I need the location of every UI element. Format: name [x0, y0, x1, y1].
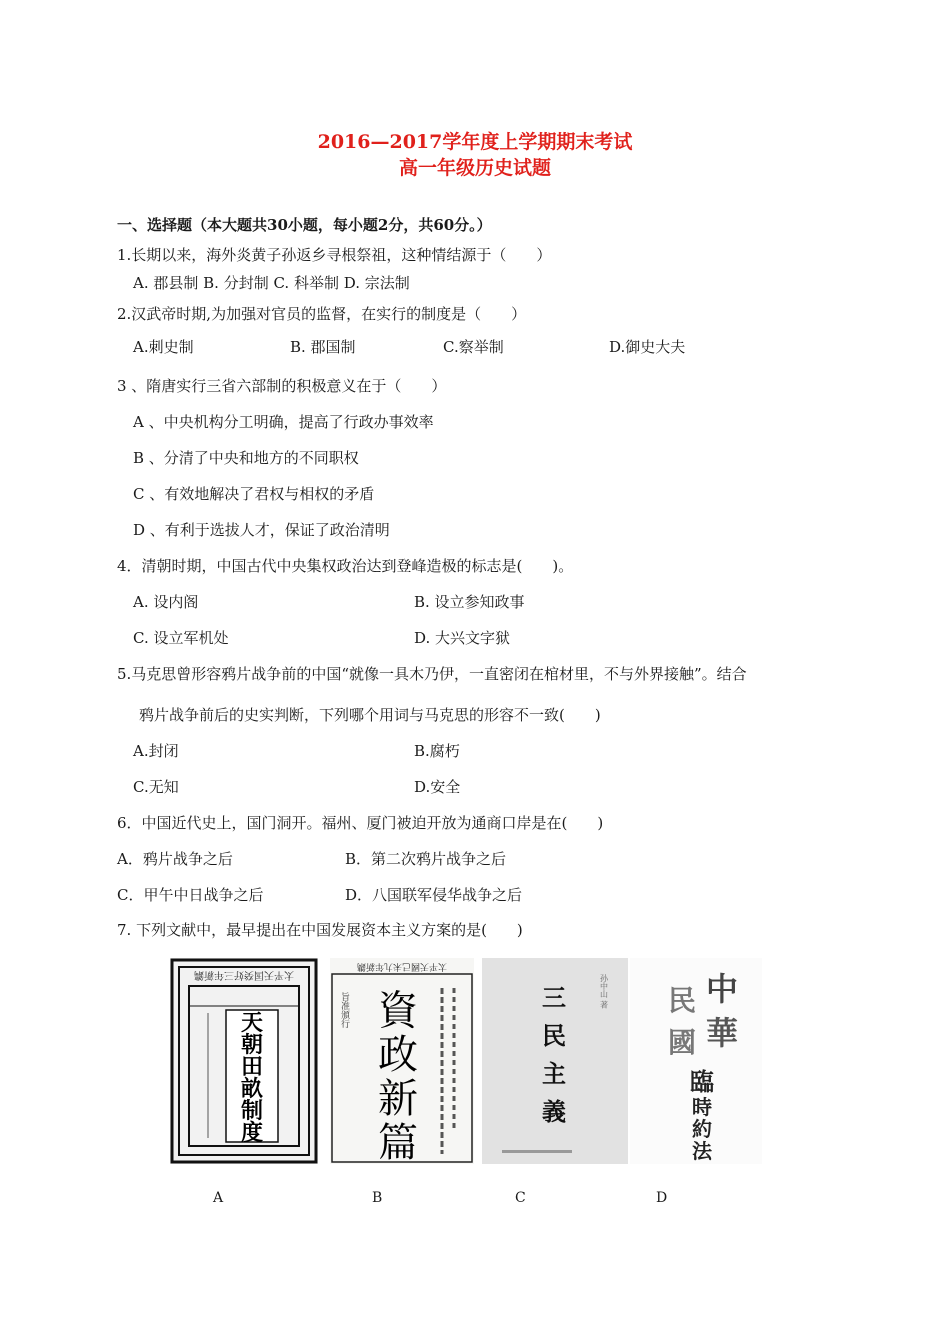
cover-c-char-4: 義: [542, 1097, 566, 1126]
question-6-option-b: B．第二次鸦片战争之后: [345, 850, 507, 868]
question-2-option-a: A.刺史制: [133, 338, 194, 356]
question-6-stem: 6．中国近代史上，国门洞开。福州、厦门被迫开放为通商口岸是在( ): [117, 814, 604, 832]
cover-c-char-3: 主: [542, 1059, 566, 1088]
question-3-option-c: C 、有效地解决了君权与相权的矛盾: [133, 485, 375, 503]
question-2-option-c: C.察举制: [443, 338, 504, 356]
cover-b-char-3: 新: [378, 1076, 418, 1122]
question-3-option-a: A 、中央机构分工明确，提高了行政办事效率: [133, 413, 434, 431]
cover-a-char-3: 田: [240, 1054, 264, 1080]
cover-d-char-2: 華: [705, 1014, 739, 1052]
cover-a-char-6: 度: [240, 1120, 264, 1146]
question-4-option-a: A. 设内阁: [133, 593, 199, 611]
image-label-d: D: [656, 1190, 668, 1206]
question-6-option-c: C．甲午中日战争之后: [117, 886, 264, 904]
cover-d-char-7: 約: [692, 1117, 712, 1141]
exam-title: 2016—2017学年度上学期期末考试: [317, 131, 633, 153]
question-4-stem: 4．清朝时期，中国古代中央集权政治达到登峰造极的标志是( )。: [117, 557, 574, 575]
cover-d-char-1: 中: [705, 970, 739, 1008]
document-image-c: [482, 958, 628, 1164]
question-5-option-b: B.腐朽: [414, 742, 460, 760]
section-heading: 一、选择题（本大题共30小题，每小题2分，共60分。）: [117, 216, 492, 234]
question-4-option-c: C. 设立军机处: [133, 629, 229, 647]
cover-b-char-2: 政: [378, 1032, 418, 1078]
question-1-stem: 1.长期以来，海外炎黄子孙返乡寻根祭祖，这种情结源于（ ）: [117, 246, 552, 264]
cover-d-char-3: 民: [667, 984, 697, 1017]
cover-b-top-text: 太平天國己未九年新鐫: [356, 961, 448, 971]
cover-b-char-4: 篇: [378, 1120, 418, 1164]
question-5-option-d: D.安全: [414, 778, 461, 796]
cover-a-char-2: 朝: [240, 1032, 264, 1058]
document-image-d: [630, 958, 762, 1164]
cover-c-char-1: 三: [542, 983, 566, 1012]
cover-b-char-1: 資: [378, 988, 418, 1034]
cover-c-author: 孙中山 著: [599, 974, 609, 1009]
question-3-stem: 3 、隋唐实行三省六部制的积极意义在于（ ）: [117, 377, 447, 395]
question-5-stem: 5.马克思曾形容鸦片战争前的中国“就像一具木乃伊，一直密闭在棺材里，不与外界接触”。结合: [117, 665, 747, 683]
question-3-option-b: B 、分清了中央和地方的不同职权: [133, 449, 359, 467]
image-label-a: A: [213, 1190, 224, 1206]
image-label-b: B: [372, 1190, 383, 1206]
question-5-option-c: C.无知: [133, 778, 179, 796]
question-7-stem: 7. 下列文献中，最早提出在中国发展资本主义方案的是( ): [117, 921, 523, 939]
question-2-option-b: B. 郡国制: [290, 338, 356, 356]
cover-a-char-1: 天: [240, 1010, 264, 1036]
cover-d-char-5: 臨: [690, 1067, 714, 1096]
question-2-option-d: D.御史大夫: [609, 338, 686, 356]
question-4-option-b: B. 设立参知政事: [414, 593, 525, 611]
cover-d-char-8: 法: [692, 1139, 712, 1163]
question-4-option-d: D. 大兴文字狱: [414, 629, 511, 647]
cover-a-top-text: 太平天国癸好三年新鐫: [194, 969, 294, 980]
document-image-b: [330, 958, 474, 1164]
exam-subtitle: 高一年级历史试题: [398, 157, 551, 179]
cover-d-char-4: 國: [667, 1026, 697, 1059]
cover-c-char-2: 民: [542, 1021, 566, 1050]
question-5-stem-continued: 鸦片战争前后的史实判断，下列哪个用词与马克思的形容不一致( ): [139, 706, 601, 724]
question-6-option-d: D．八国联军侵华战争之后: [345, 886, 523, 904]
question-1-options: A. 郡县制 B. 分封制 C. 科举制 D. 宗法制: [133, 274, 410, 292]
question-2-stem: 2.汉武帝时期,为加强对官员的监督，在实行的制度是（ ）: [117, 305, 527, 323]
cover-d-char-6: 時: [692, 1095, 712, 1119]
cover-a-char-4: 畝: [240, 1076, 264, 1102]
question-6-option-a: A．鸦片战争之后: [117, 850, 233, 868]
cover-b-side-text: 旨准頒行: [339, 992, 349, 1028]
question-5-option-a: A.封闭: [133, 742, 179, 760]
cover-a-char-5: 制: [240, 1098, 264, 1124]
question-3-option-d: D 、有利于选拔人才，保证了政治清明: [133, 521, 390, 539]
document-image-a: [170, 958, 318, 1164]
image-label-c: C: [515, 1190, 526, 1206]
